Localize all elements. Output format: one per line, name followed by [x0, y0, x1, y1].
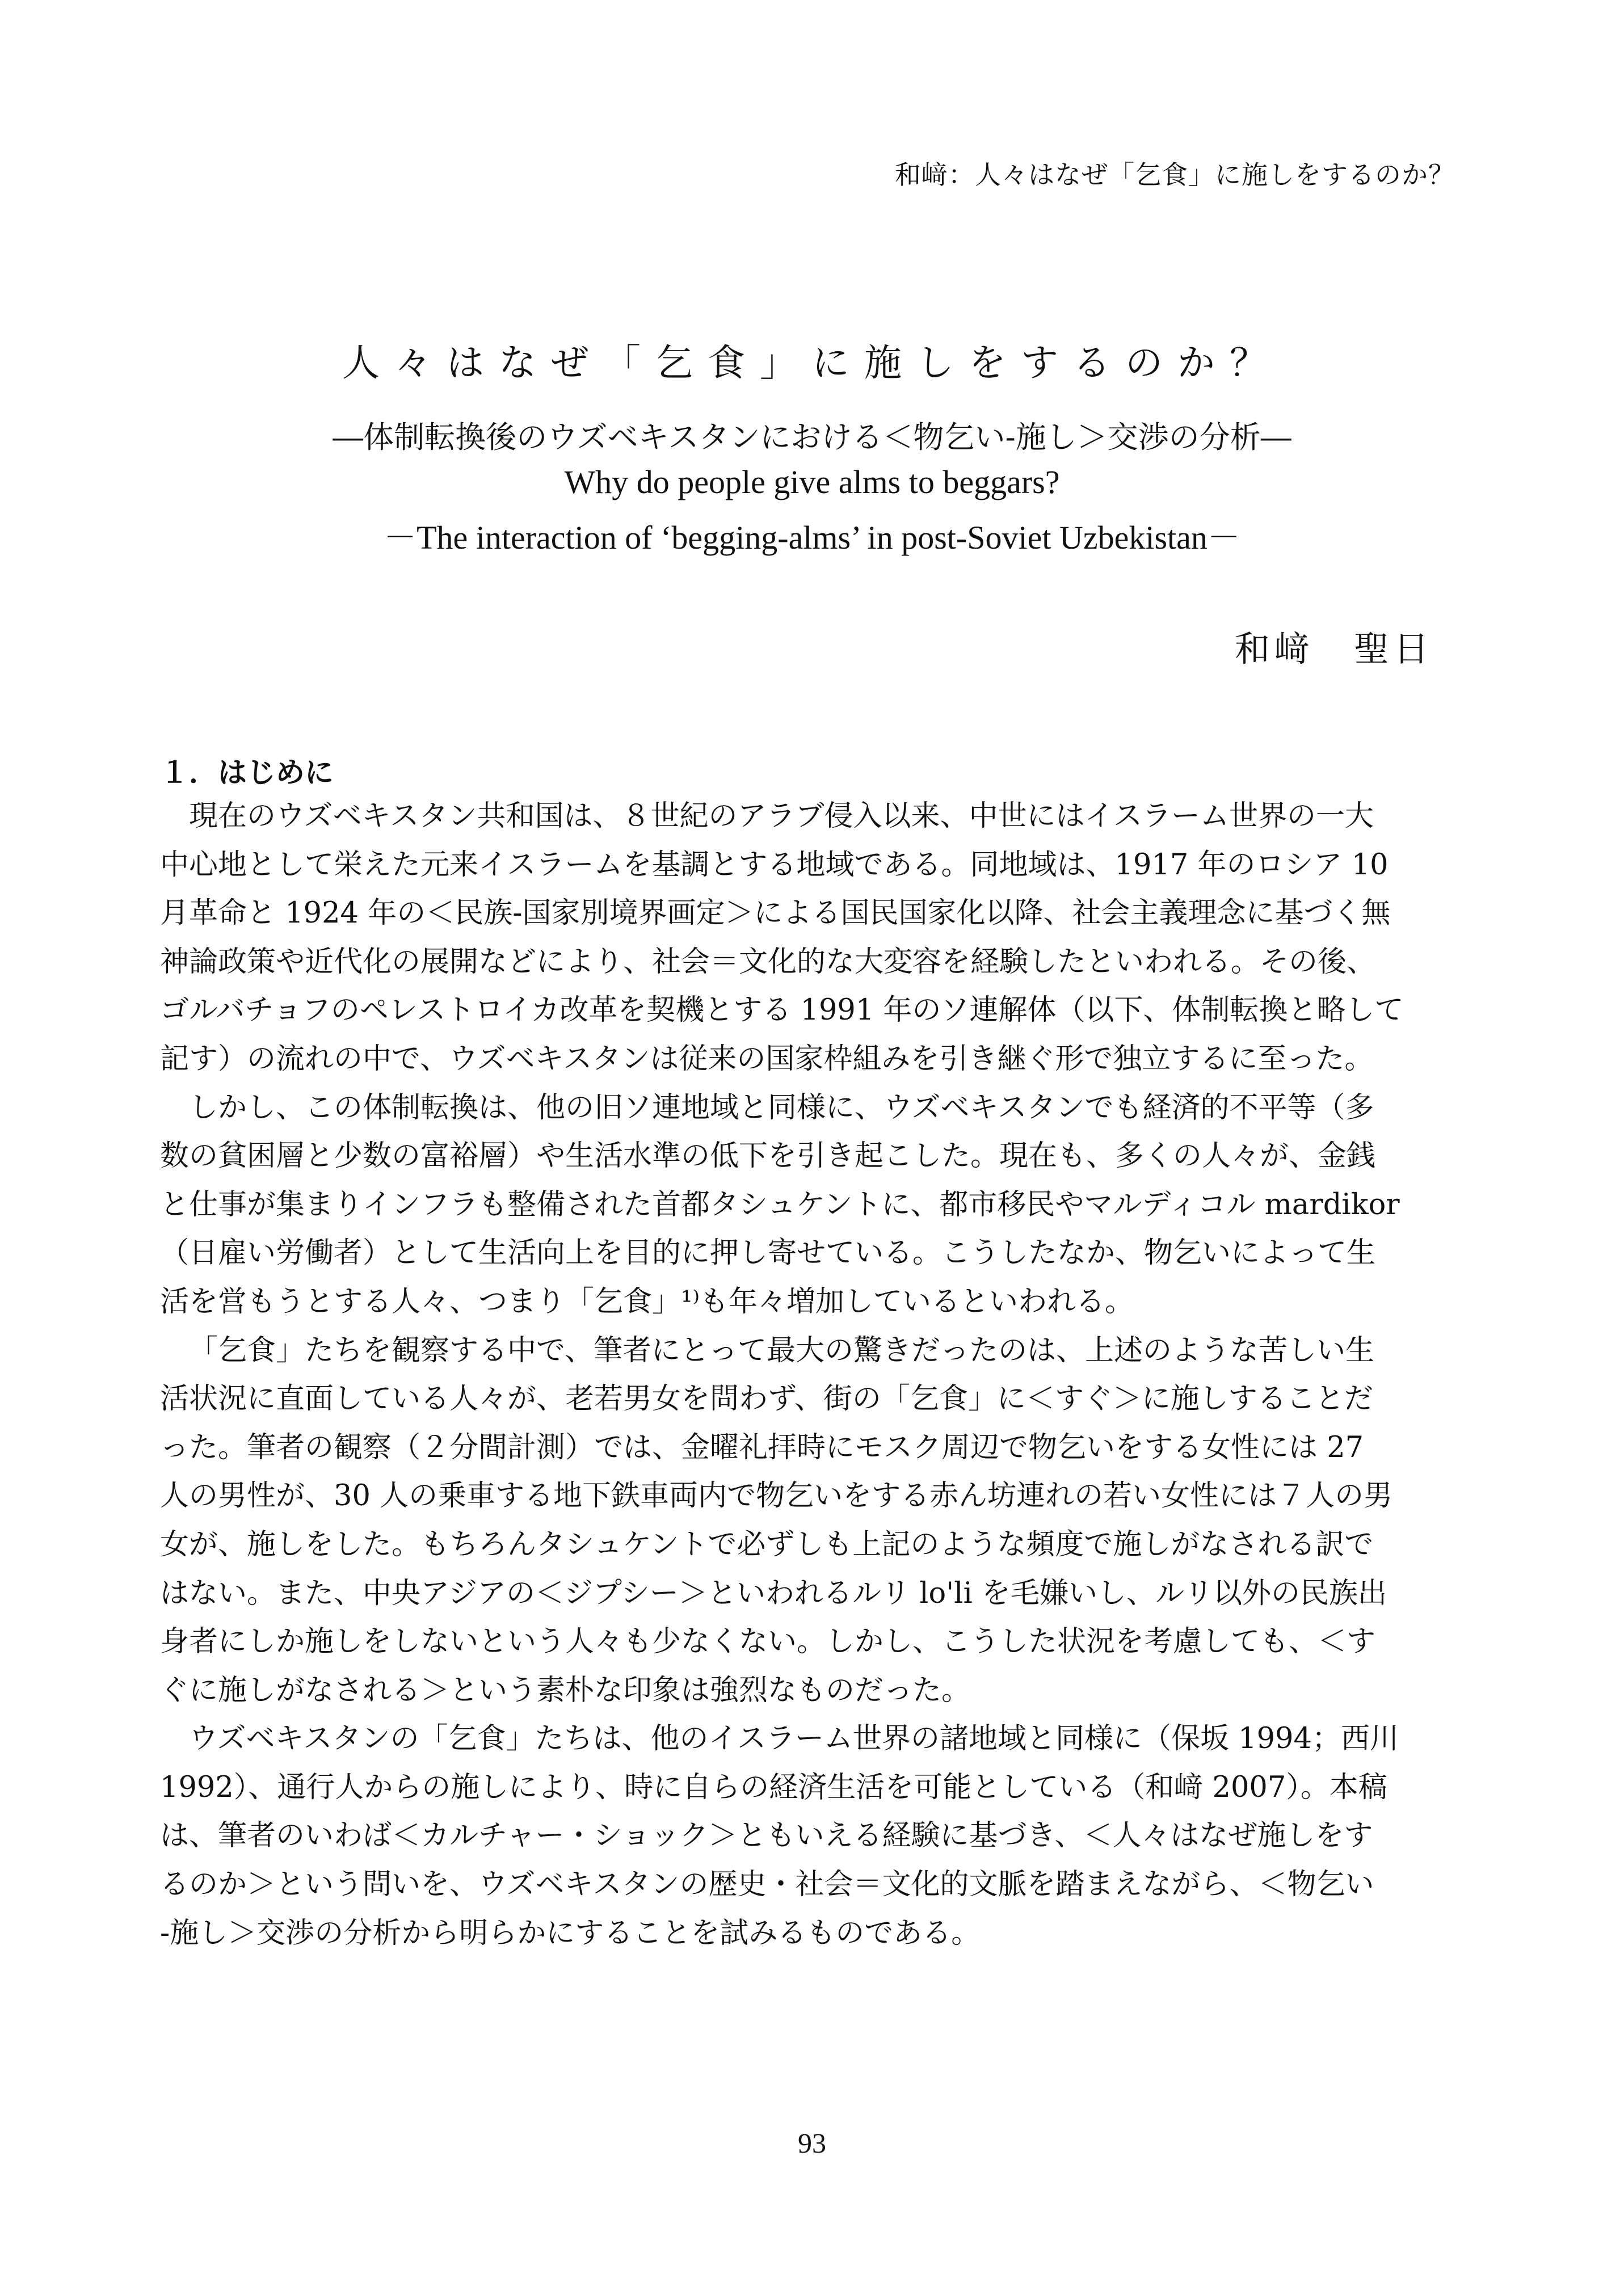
page-number: 93 — [798, 2127, 826, 2159]
text-line: 女が、施しをした。もちろんタシュケントで必ずしも上記のような頻度で施しがなされる訳で — [160, 1527, 1374, 1561]
author-name: 和﨑 聖日 — [1234, 628, 1433, 669]
text-line: った。筆者の観察（２分間計測）では、金曜礼拝時にモスク周辺で物乞いをする女性には 27 — [160, 1430, 1364, 1464]
body-text — [160, 792, 1471, 1957]
section-heading: １．はじめに — [160, 756, 334, 790]
text-line: 月革命と 1924 年の＜民族‐国家別境界画定＞による国民国家化以降、社会主義理念に基づく無 — [160, 896, 1391, 930]
text-line: しかし、この体制転換は、他の旧ソ連地域と同様に、ウズベキスタンでも経済的不平等（多 — [189, 1090, 1374, 1125]
text-line: はない。また、中央アジアの＜ジプシー＞といわれるルリ lo'li を毛嫌いし、ルリ以外の民族出 — [160, 1576, 1387, 1610]
subtitle-japanese: ―体制転換後のウズベキスタンにおける＜物乞い‐施し＞交渉の分析― — [333, 419, 1291, 455]
text-line: 「乞食」たちを観察する中で、筆者にとって最大の驚きだったのは、上述のような苦しい生 — [189, 1333, 1374, 1367]
text-line: 神論政策や近代化の展開などにより、社会＝文化的な大変容を経験したといわれる。その後、 — [160, 945, 1376, 979]
text-line: 記す）の流れの中で、ウズベキスタンは従来の国家枠組みを引き継ぐ形で独立するに至った。 — [160, 1042, 1374, 1076]
text-line: 活状況に直面している人々が、老若男女を問わず、街の「乞食」に＜すぐ＞に施しすることだ — [160, 1382, 1373, 1416]
text-line: ウズベキスタンの「乞食」たちは、他のイスラーム世界の諸地域と同様に（保坂 1994；西川 — [189, 1722, 1399, 1756]
title-english: Why do people give alms to beggars? — [564, 464, 1060, 500]
text-line: と仕事が集まりインフラも整備された首都タシュケントに、都市移民やマルディコル mardikor — [160, 1187, 1400, 1222]
title-japanese: 人々はなぜ「乞食」に施しをするのか？ — [342, 341, 1282, 385]
text-line: 数の貧困層と少数の富裕層）や生活水準の低下を引き起こした。現在も、多くの人々が、金銭 — [160, 1139, 1376, 1173]
text-line: 中心地として栄えた元来イスラームを基調とする地域である。同地域は、1917 年のロシア 10 — [160, 848, 1389, 882]
text-line: 1992）、通行人からの施しにより、時に自らの経済生活を可能としている（和﨑 2007）。本稿 — [160, 1770, 1387, 1804]
text-line: （日雇い労働者）として生活向上を目的に押し寄せている。こうしたなか、物乞いによって生 — [160, 1236, 1376, 1270]
text-line: 現在のウズベキスタン共和国は、８世紀のアラブ侵入以来、中世にはイスラーム世界の一大 — [189, 799, 1374, 833]
subtitle-english: －The interaction of ‘begging-alms’ in post-Soviet Uzbekistan－ — [384, 519, 1240, 556]
text-line: 人の男性が、30 人の乗車する地下鉄車両内で物乞いをする赤ん坊連れの若い女性には７人の男 — [160, 1479, 1393, 1513]
text-line: ‐施し＞交渉の分析から明らかにすることを試みるものである。 — [160, 1916, 981, 1950]
text-line: 身者にしか施しをしないという人々も少なくない。しかし、こうした状況を考慮しても、＜す — [160, 1625, 1376, 1659]
text-line: ゴルバチョフのペレストロイカ改革を契機とする 1991 年のソ連解体（以下、体制転換と略して — [160, 993, 1404, 1028]
text-line: るのか＞という問いを、ウズベキスタンの歴史・社会＝文化的文脈を踏まえながら、＜物乞い — [160, 1868, 1374, 1902]
running-head: 和﨑：人々はなぜ「乞食」に施しをするのか？ — [895, 159, 1455, 190]
text-line: は、筆者のいわば＜カルチャー・ショック＞ともいえる経験に基づき、＜人々はなぜ施しをす — [160, 1819, 1373, 1853]
text-line: 活を営もうとする人々、つまり「乞食」¹⁾も年々増加しているといわれる。 — [160, 1285, 1134, 1319]
text-line: ぐに施しがなされる＞という素朴な印象は強烈なものだった。 — [160, 1673, 971, 1707]
